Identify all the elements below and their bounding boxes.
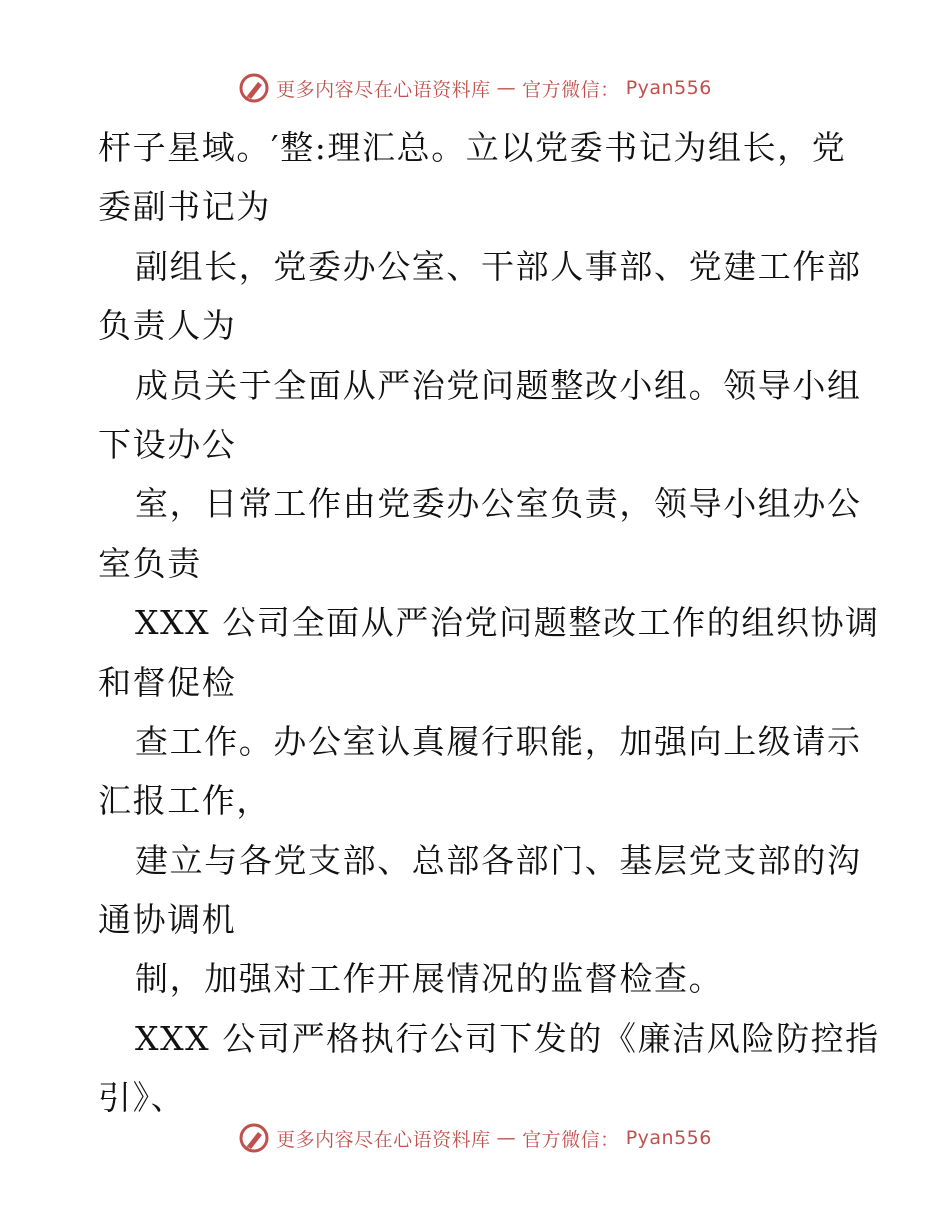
text-line: 室负责 <box>98 543 202 583</box>
banner-wechat-label: 官方微信： <box>522 1128 620 1151</box>
footer-banner <box>0 1122 950 1154</box>
text-line: 下设办公 <box>98 424 237 464</box>
text-line: 查工作。办公室认真履行职能，加强向上级请示 <box>135 721 862 761</box>
text-line: 委副书记为 <box>98 187 271 227</box>
header-banner <box>0 72 950 104</box>
text-line: XXX 公司全面从严治党问题整改工作的组织协调 <box>135 603 880 643</box>
text-line: 室，日常工作由党委办公室负责，领导小组办公 <box>135 484 862 524</box>
banner-separator: — <box>496 1127 517 1149</box>
banner-text: 更多内容尽在心语资料库 <box>276 1128 491 1151</box>
pen-logo-icon <box>238 72 270 104</box>
text-line: 通协调机 <box>98 900 237 940</box>
text-line: 杆子星域。′整:理汇总。立以党委书记为组长，党 <box>98 128 847 167</box>
banner-wechat-id: Pyan556 <box>625 1127 712 1149</box>
text-line: 成员关于全面从严治党问题整改小组。领导小组 <box>135 365 862 405</box>
pen-logo-icon <box>238 1122 270 1154</box>
banner-separator: — <box>496 77 517 99</box>
banner-text: 更多内容尽在心语资料库 <box>276 78 491 101</box>
text-line: 汇报工作， <box>98 781 271 821</box>
banner-wechat-label: 官方微信： <box>522 78 620 101</box>
text-line: 副组长，党委办公室、干部人事部、党建工作部 <box>135 246 862 286</box>
text-line: 和督促检 <box>98 662 237 702</box>
text-line: 负责人为 <box>98 306 237 346</box>
text-line: XXX 公司严格执行公司下发的《廉洁风险防控指 <box>135 1018 880 1058</box>
banner-wechat-id: Pyan556 <box>625 77 712 99</box>
document-body <box>98 118 880 1128</box>
text-line: 制，加强对工作开展情况的监督检查。 <box>135 959 724 999</box>
text-line: 建立与各党支部、总部各部门、基层党支部的沟 <box>135 840 862 880</box>
text-line: 引》、 <box>98 1078 186 1118</box>
